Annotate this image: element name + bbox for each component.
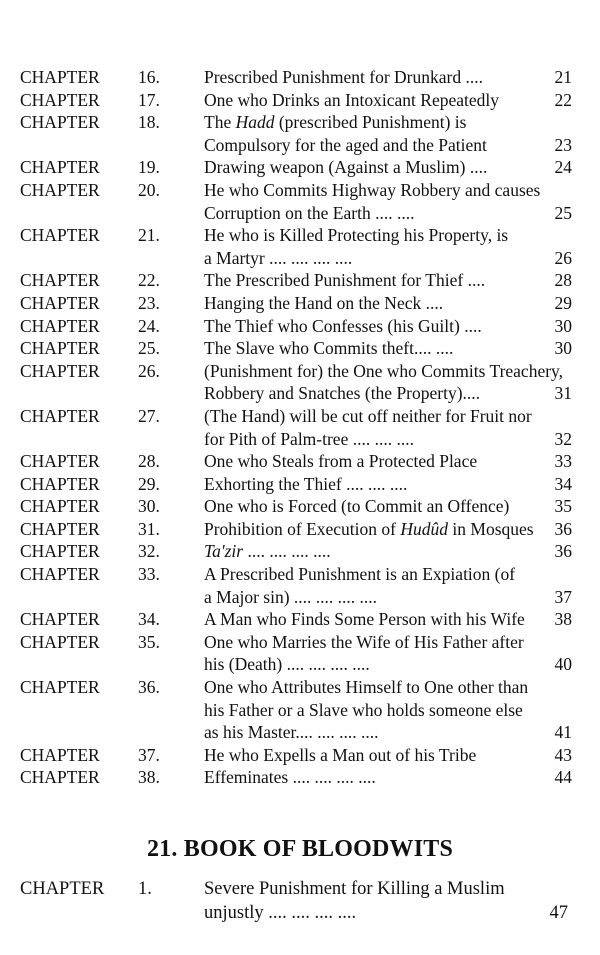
toc-entry [0, 563, 600, 608]
chapter-number: 16. [138, 67, 160, 87]
chapter-label: CHAPTER [20, 609, 100, 630]
chapter-label: CHAPTER [20, 338, 100, 359]
chapter-title-line: his (Death) .... .... .... .... [204, 654, 370, 675]
chapter-label: CHAPTER [20, 541, 100, 562]
chapter-title-line: One who Attributes Himself to One other than [204, 677, 529, 698]
chapter-label: CHAPTER [20, 451, 100, 472]
page-number: 26 [554, 247, 572, 268]
chapter-title-line: Drawing weapon (Against a Muslim) .... [204, 157, 488, 178]
page-number: 32 [554, 428, 572, 449]
chapter-title [204, 156, 544, 179]
toc-entry-inner [0, 405, 600, 450]
chapter-title [204, 179, 544, 224]
chapter-label: CHAPTER [20, 473, 100, 494]
toc-entry-inner [0, 631, 600, 676]
toc-entry-inner [0, 269, 600, 292]
chapter-label: CHAPTER [20, 292, 100, 313]
chapter-number: 22. [138, 270, 160, 291]
chapter-title-line: his Father or a Slave who holds someone else [204, 699, 523, 720]
chapter-label: CHAPTER [20, 496, 100, 517]
chapter-title [204, 563, 544, 608]
page-number: 44 [554, 767, 572, 788]
toc-entry [0, 269, 600, 292]
chapter-number: 37. [138, 744, 160, 765]
table-of-contents [0, 66, 600, 789]
page-number: 30 [554, 338, 572, 359]
page-number: 34 [554, 473, 572, 494]
toc-entry [0, 540, 600, 563]
toc-entry [0, 744, 600, 767]
chapter-number: 34. [138, 609, 160, 630]
toc-entry-inner [0, 179, 600, 224]
chapter-title [204, 337, 544, 360]
chapter-title-line: unjustly .... .... .... .... [204, 903, 357, 923]
chapter-title [204, 631, 544, 676]
chapter-title-line: (Punishment for) the One who Commits Treachery, [204, 360, 564, 381]
chapter-title-line: One who Marries the Wife of His Father after [204, 631, 524, 652]
chapter-title [204, 495, 544, 518]
chapter-title-line: Effeminates .... .... .... .... [204, 767, 376, 788]
chapter-title [204, 89, 544, 112]
chapter-label: CHAPTER [20, 767, 100, 788]
toc-entry-inner [0, 473, 600, 496]
chapter-label: CHAPTER [20, 225, 100, 246]
chapter-title-line: A Man who Finds Some Person with his Wife [204, 609, 525, 630]
toc-entry [0, 608, 600, 631]
page-number: 36 [554, 518, 572, 539]
toc-entry-inner [0, 518, 600, 541]
toc-entry-inner [0, 450, 600, 473]
chapter-label: CHAPTER [20, 179, 100, 200]
page-number: 21 [554, 67, 572, 87]
chapter-title-line: a Martyr .... .... .... .... [204, 247, 353, 268]
chapter-title [204, 540, 544, 563]
italic-term: Ta'zir [204, 541, 244, 562]
chapter-number: 29. [138, 473, 160, 494]
page-number: 29 [554, 292, 572, 313]
chapter-title-line: Hanging the Hand on the Neck .... [204, 292, 444, 313]
chapter-number: 27. [138, 405, 160, 426]
toc-entry [0, 337, 600, 360]
page-number: 36 [554, 541, 572, 562]
chapter-label: CHAPTER [20, 564, 100, 585]
toc-entry [0, 360, 600, 405]
chapter-title [204, 766, 544, 789]
page-number: 23 [554, 134, 572, 155]
chapter-label: CHAPTER [20, 360, 100, 381]
toc-entry-inner [0, 540, 600, 563]
chapter-title [204, 405, 544, 450]
toc-entry [0, 631, 600, 676]
chapter-number: 23. [138, 292, 160, 313]
toc-entry-inner [0, 224, 600, 269]
page-number: 24 [554, 157, 572, 178]
chapter-title-line: The Prescribed Punishment for Thief .... [204, 270, 486, 291]
chapter-label: CHAPTER [20, 89, 100, 110]
chapter-number: 33. [138, 564, 160, 585]
chapter-title-line: a Major sin) .... .... .... .... [204, 586, 378, 607]
page-number: 47 [549, 903, 568, 923]
chapter-number: 28. [138, 451, 160, 472]
chapter-title [204, 676, 544, 744]
chapter-label: CHAPTER [20, 157, 100, 178]
chapter-number: 17. [138, 89, 160, 110]
toc-entry-inner [0, 89, 600, 112]
toc-entry [0, 224, 600, 269]
page-number: 33 [554, 451, 572, 472]
toc-entry-inner [0, 292, 600, 315]
chapter-label: CHAPTER [20, 677, 100, 698]
toc-entry [0, 405, 600, 450]
toc-entry [0, 766, 600, 789]
chapter-title-line: One who Drinks an Intoxicant Repeatedly [204, 89, 499, 110]
chapter-number: 36. [138, 677, 160, 698]
chapter-title-line: He who is Killed Protecting his Property, is [204, 225, 509, 246]
toc-entry [0, 66, 600, 89]
toc-entry [0, 89, 600, 112]
chapter-label: CHAPTER [20, 879, 105, 899]
chapter-label: CHAPTER [20, 112, 100, 133]
chapter-title-line: He who Expells a Man out of his Tribe [204, 744, 477, 765]
page-number: 40 [554, 654, 572, 675]
table-of-contents-bloodwits [0, 877, 600, 925]
chapter-number: 38. [138, 767, 160, 788]
chapter-number: 26. [138, 360, 160, 381]
chapter-title-line: A Prescribed Punishment is an Expiation (of [204, 564, 516, 585]
chapter-number: 20. [138, 179, 160, 200]
toc-entry-inner [0, 360, 600, 405]
toc-entry-inner [0, 608, 600, 631]
toc-entry [0, 450, 600, 473]
toc-entry [0, 877, 600, 925]
chapter-title [204, 450, 544, 473]
toc-entry-inner [0, 111, 600, 156]
chapter-title [204, 877, 544, 925]
toc-entry-inner [0, 315, 600, 338]
toc-entry-inner [0, 676, 600, 744]
toc-entry-inner [0, 66, 600, 89]
chapter-label: CHAPTER [20, 405, 100, 426]
chapter-number: 19. [138, 157, 160, 178]
chapter-title [204, 608, 544, 631]
toc-entry [0, 315, 600, 338]
toc-entry [0, 676, 600, 744]
page-number: 35 [554, 496, 572, 517]
chapter-title-line: One who Steals from a Protected Place [204, 451, 478, 472]
chapter-title-line: The Slave who Commits theft.... .... [204, 338, 454, 359]
chapter-title-line: as his Master.... .... .... .... [204, 722, 379, 743]
chapter-title-line: Exhorting the Thief .... .... .... [204, 473, 408, 494]
toc-entry-inner [0, 877, 600, 925]
chapter-label: CHAPTER [20, 744, 100, 765]
page-number: 31 [554, 383, 572, 404]
chapter-title [204, 315, 544, 338]
chapter-title [204, 66, 544, 89]
chapter-title-line: He who Commits Highway Robbery and causes [204, 179, 541, 200]
chapter-title-line: Prescribed Punishment for Drunkard .... [204, 67, 483, 87]
toc-entry-inner [0, 337, 600, 360]
chapter-number: 32. [138, 541, 160, 562]
chapter-number: 1. [138, 879, 152, 899]
page-number: 38 [554, 609, 572, 630]
toc-entry [0, 111, 600, 156]
page-number: 22 [554, 89, 572, 110]
chapter-label: CHAPTER [20, 518, 100, 539]
page-number: 30 [554, 315, 572, 336]
chapter-title [204, 518, 544, 541]
chapter-number: 35. [138, 631, 160, 652]
chapter-title-line: (The Hand) will be cut off neither for Fruit nor [204, 405, 532, 426]
chapter-title [204, 269, 544, 292]
chapter-number: 21. [138, 225, 160, 246]
toc-entry [0, 495, 600, 518]
toc-entry-inner [0, 563, 600, 608]
chapter-title [204, 111, 544, 156]
chapter-title-line: Robbery and Snatches (the Property).... [204, 383, 481, 404]
chapter-label: CHAPTER [20, 67, 100, 87]
toc-entry [0, 473, 600, 496]
page-number: 37 [554, 586, 572, 607]
toc-entry-inner [0, 766, 600, 789]
toc-entry-inner [0, 156, 600, 179]
chapter-number: 18. [138, 112, 160, 133]
chapter-title [204, 473, 544, 496]
page-number: 25 [554, 202, 572, 223]
toc-entry [0, 156, 600, 179]
toc-entry-inner [0, 495, 600, 518]
chapter-title-line: Corruption on the Earth .... .... [204, 202, 415, 223]
chapter-number: 25. [138, 338, 160, 359]
chapter-title-line: The Hadd (prescribed Punishment) is [204, 112, 467, 133]
chapter-number: 30. [138, 496, 160, 517]
chapter-title-line: Severe Punishment for Killing a Muslim [204, 879, 505, 899]
chapter-title [204, 292, 544, 315]
chapter-title-line: for Pith of Palm-tree .... .... .... [204, 428, 414, 449]
italic-term: Hudûd [400, 518, 449, 539]
toc-entry [0, 179, 600, 224]
chapter-number: 31. [138, 518, 160, 539]
chapter-title-line: One who is Forced (to Commit an Offence) [204, 496, 510, 517]
toc-entry [0, 518, 600, 541]
chapter-label: CHAPTER [20, 270, 100, 291]
toc-entry [0, 292, 600, 315]
section-heading: 21. BOOK OF BLOODWITS [146, 836, 454, 862]
chapter-title-line: Compulsory for the aged and the Patient [204, 134, 487, 155]
chapter-number: 24. [138, 315, 160, 336]
page-number: 41 [554, 722, 572, 743]
toc-entry-inner [0, 744, 600, 767]
page-number: 28 [554, 270, 572, 291]
chapter-title-line: Ta'zir .... .... .... .... [204, 541, 331, 562]
page-number: 43 [554, 744, 572, 765]
chapter-label: CHAPTER [20, 315, 100, 336]
chapter-title-line: Prohibition of Execution of Hudûd in Mosques [204, 518, 534, 539]
chapter-label: CHAPTER [20, 631, 100, 652]
chapter-title [204, 224, 544, 269]
italic-term: Hadd [235, 112, 275, 133]
chapter-title [204, 744, 544, 767]
chapter-title-line: The Thief who Confesses (his Guilt) .... [204, 315, 482, 336]
